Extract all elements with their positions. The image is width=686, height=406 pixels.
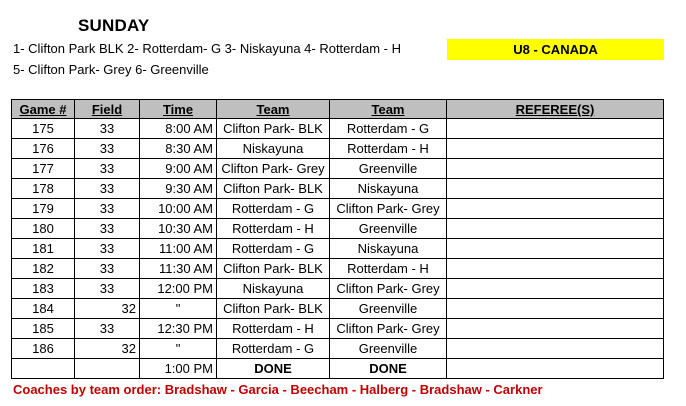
team-1-cell: Rotterdam - G: [217, 199, 330, 219]
time-cell: 12:00 PM: [140, 279, 217, 299]
table-row: [12, 179, 664, 199]
field-cell: 33: [75, 199, 140, 219]
team-2-cell: Clifton Park- Grey: [330, 199, 447, 219]
referee-cell: [447, 239, 664, 259]
field-cell: 33: [75, 279, 140, 299]
game-cell: 177: [12, 159, 75, 179]
field-cell: 33: [75, 119, 140, 139]
table-row: [12, 219, 664, 239]
schedule-table: [11, 99, 664, 379]
game-cell: 185: [12, 319, 75, 339]
time-cell: 1:00 PM: [140, 359, 217, 379]
coaches-note: Coaches by team order: Bradshaw - Garcia - Beecham - Halberg - Bradshaw - Carkner: [13, 382, 543, 397]
field-cell: 33: [75, 259, 140, 279]
time-cell: 11:30 AM: [140, 259, 217, 279]
time-cell: 12:30 PM: [140, 319, 217, 339]
team-1-cell: DONE: [217, 359, 330, 379]
referee-cell: [447, 119, 664, 139]
team-1-cell: Clifton Park- BLK: [217, 119, 330, 139]
header-team-1: Team: [217, 100, 330, 119]
referee-cell: [447, 199, 664, 219]
team-1-cell: Niskayuna: [217, 279, 330, 299]
field-cell: 33: [75, 179, 140, 199]
team-1-cell: Clifton Park- BLK: [217, 299, 330, 319]
team-key-line-1: 1- Clifton Park BLK 2- Rotterdam- G 3- Niskayuna 4- Rotterdam - H: [13, 41, 401, 56]
time-cell: ": [140, 339, 217, 359]
header-row: [12, 100, 664, 119]
table-row: [12, 259, 664, 279]
team-1-cell: Rotterdam - G: [217, 339, 330, 359]
field-cell: 33: [75, 139, 140, 159]
header-team-2: Team: [330, 100, 447, 119]
referee-cell: [447, 219, 664, 239]
team-2-cell: Rotterdam - G: [330, 119, 447, 139]
team-key-line-2: 5- Clifton Park- Grey 6- Greenville: [13, 62, 209, 77]
game-cell: [12, 359, 75, 379]
team-1-cell: Rotterdam - H: [217, 219, 330, 239]
referee-cell: [447, 319, 664, 339]
time-cell: ": [140, 299, 217, 319]
header-referee: REFEREE(S): [447, 100, 664, 119]
team-2-cell: Clifton Park- Grey: [330, 279, 447, 299]
time-cell: 9:00 AM: [140, 159, 217, 179]
team-2-cell: Clifton Park- Grey: [330, 319, 447, 339]
game-cell: 181: [12, 239, 75, 259]
team-2-cell: DONE: [330, 359, 447, 379]
referee-cell: [447, 179, 664, 199]
field-cell: 33: [75, 319, 140, 339]
field-cell: 33: [75, 239, 140, 259]
game-cell: 178: [12, 179, 75, 199]
table-row: [12, 139, 664, 159]
time-cell: 8:30 AM: [140, 139, 217, 159]
table-row: [12, 319, 664, 339]
team-2-cell: Greenville: [330, 299, 447, 319]
team-2-cell: Niskayuna: [330, 179, 447, 199]
game-cell: 176: [12, 139, 75, 159]
field-cell: [75, 359, 140, 379]
field-cell: 33: [75, 159, 140, 179]
game-cell: 186: [12, 339, 75, 359]
table-row: [12, 279, 664, 299]
field-cell: 33: [75, 219, 140, 239]
game-cell: 179: [12, 199, 75, 219]
team-2-cell: Greenville: [330, 339, 447, 359]
referee-cell: [447, 339, 664, 359]
game-cell: 183: [12, 279, 75, 299]
team-1-cell: Clifton Park- BLK: [217, 179, 330, 199]
game-cell: 175: [12, 119, 75, 139]
table-row: [12, 339, 664, 359]
referee-cell: [447, 359, 664, 379]
team-2-cell: Greenville: [330, 159, 447, 179]
team-1-cell: Rotterdam - H: [217, 319, 330, 339]
table-row: [12, 199, 664, 219]
team-2-cell: Niskayuna: [330, 239, 447, 259]
table-row-final: [12, 359, 664, 379]
referee-cell: [447, 259, 664, 279]
team-1-cell: Clifton Park- BLK: [217, 259, 330, 279]
referee-cell: [447, 139, 664, 159]
time-cell: 8:00 AM: [140, 119, 217, 139]
division-label: U8 - CANADA: [447, 39, 664, 60]
table-row: [12, 239, 664, 259]
team-2-cell: Rotterdam - H: [330, 259, 447, 279]
time-cell: 9:30 AM: [140, 179, 217, 199]
time-cell: 11:00 AM: [140, 239, 217, 259]
table-row: [12, 159, 664, 179]
game-cell: 184: [12, 299, 75, 319]
header-time: Time: [140, 100, 217, 119]
referee-cell: [447, 299, 664, 319]
referee-cell: [447, 279, 664, 299]
page-title: SUNDAY: [78, 16, 150, 35]
team-1-cell: Niskayuna: [217, 139, 330, 159]
team-2-cell: Greenville: [330, 219, 447, 239]
header-field: Field: [75, 100, 140, 119]
team-1-cell: Clifton Park- Grey: [217, 159, 330, 179]
time-cell: 10:00 AM: [140, 199, 217, 219]
table-row: [12, 119, 664, 139]
time-cell: 10:30 AM: [140, 219, 217, 239]
game-cell: 182: [12, 259, 75, 279]
field-cell: 32: [75, 339, 140, 359]
referee-cell: [447, 159, 664, 179]
field-cell: 32: [75, 299, 140, 319]
game-cell: 180: [12, 219, 75, 239]
table-row: [12, 299, 664, 319]
team-1-cell: Rotterdam - G: [217, 239, 330, 259]
team-2-cell: Rotterdam - H: [330, 139, 447, 159]
header-game: Game #: [12, 100, 75, 119]
